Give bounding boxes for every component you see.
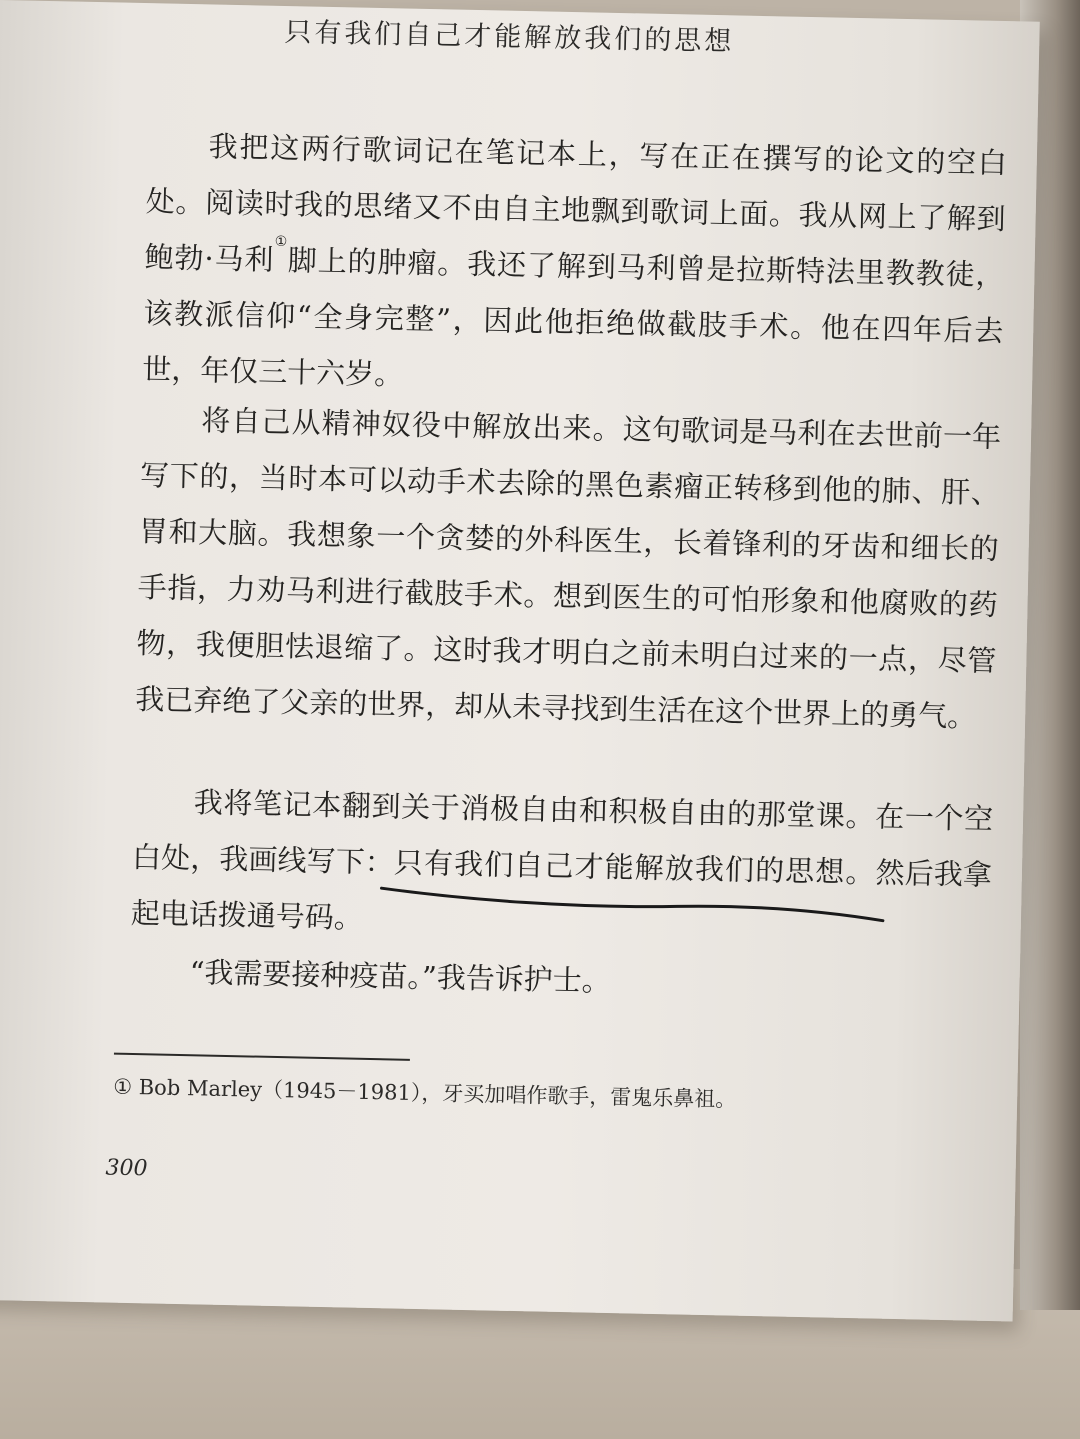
paragraph-2-text: 这句歌词是马利在去世前一年写下的，当时本可以动手术去除的黑色素瘤正转移到他的肺、肝、胃和大脑。我想象一个贪婪的外科医生，长着锋利的牙齿和细长的手指，力劝马利进行截肢手术。想到医生的可怕形象和他腐败的药物，我便胆怯退缩了。这时我才明白之前未明白过来的一点，尽管我已弃绝了父亲的世界，却从未寻找到生活在这个世界上的勇气。 xyxy=(135,412,1002,734)
paragraph-1-text: 我把这两行歌词记在笔记本上，写在正在撰写的论文的空白处。阅读时我的思绪又不由自主地飘到歌词上面。我从网上了解到鲍勃·马利 xyxy=(144,129,1008,277)
footnote-mark: ① xyxy=(274,233,289,251)
footnote-text: Bob Marley（1945－1981），牙买加唱作歌手，雷鬼乐鼻祖。 xyxy=(138,1075,737,1112)
paragraph-3 xyxy=(130,773,993,959)
footnote-rule xyxy=(114,1053,410,1061)
footnote-mark-bottom: ① xyxy=(113,1074,133,1100)
paragraph-3-text-a: 我将笔记本翻到关于消极自由和积极自由的那堂课。在一个空白处，我画线写下： xyxy=(131,785,994,880)
paragraph-4-text: “我需要接种疫苗。”我告诉护士。 xyxy=(189,955,612,999)
footnote xyxy=(113,1071,813,1116)
page-number: 300 xyxy=(105,1155,148,1182)
paragraph-3-text-b: 然后我拿起电话拨通号码。 xyxy=(130,855,993,935)
paragraph-1-rest: 脚上的肿瘤。我还了解到马利曾是拉斯特法里教教徒，该教派信仰“全身完整”，因此他拒绝做截肢手术。他在四年后去世，年仅三十六岁。 xyxy=(141,243,1005,392)
paragraph-1 xyxy=(142,117,1008,415)
underlined-quote: 只有我们自己才能解放我们的思想。 xyxy=(393,845,876,890)
running-head: 只有我们自己才能解放我们的思想 xyxy=(284,16,735,58)
paragraph-2-lead: 将自己从精神奴役中解放出来。 xyxy=(200,403,624,447)
paragraph-2 xyxy=(135,391,1002,745)
